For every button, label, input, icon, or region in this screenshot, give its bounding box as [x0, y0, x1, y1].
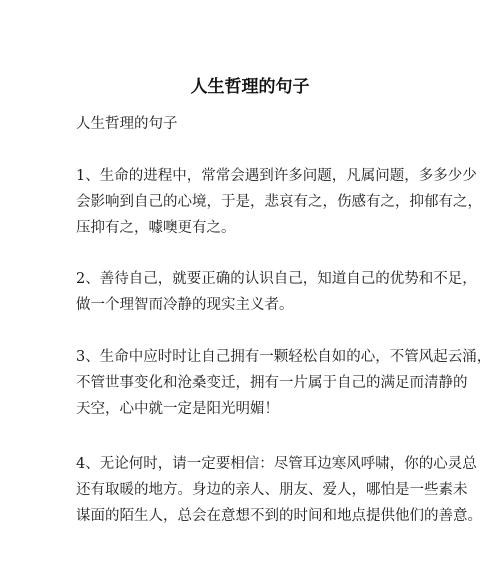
document-title: 人生哲理的句子: [190, 77, 310, 97]
paragraph-line: 压抑有之，噱噢更有之。: [76, 220, 236, 236]
paragraph-line: 会影响到自己的心境，于是，悲哀有之，伤感有之，抑郁有之，: [76, 194, 482, 210]
paragraph-line: 1、生命的进程中，常常会遇到许多问题，凡属问题，多多少少: [76, 168, 477, 184]
paragraph-1: [76, 163, 482, 241]
paragraph-line: 2、善待自己，就要正确的认识自己，知道自己的优势和不足，: [76, 271, 477, 287]
paragraph-4: [76, 451, 482, 529]
document-subtitle: 人生哲理的句子: [76, 116, 178, 132]
paragraph-line: 谋面的陌生人，总会在意想不到的时间和地点提供他们的善意。: [76, 508, 482, 524]
paragraph-line: 不管世事变化和沧桑变迁，拥有一片属于自己的满足而清静的: [76, 375, 468, 391]
paragraph-line: 4、无论何时，请一定要相信：尽管耳边寒风呼啸，你的心灵总: [76, 456, 477, 472]
paragraph-line: 还有取暖的地方。身边的亲人、朋友、爱人，哪怕是一些素未: [76, 482, 468, 498]
paragraph-line: 3、生命中应时时让自己拥有一颗轻松自如的心，不管风起云涌，: [76, 349, 492, 365]
paragraph-line: 做一个理智而冷静的现实主义者。: [76, 297, 294, 313]
paragraph-3: [76, 344, 492, 422]
paragraph-line: 天空，心中就一定是阳光明媚！: [76, 401, 279, 417]
paragraph-2: [76, 266, 477, 318]
